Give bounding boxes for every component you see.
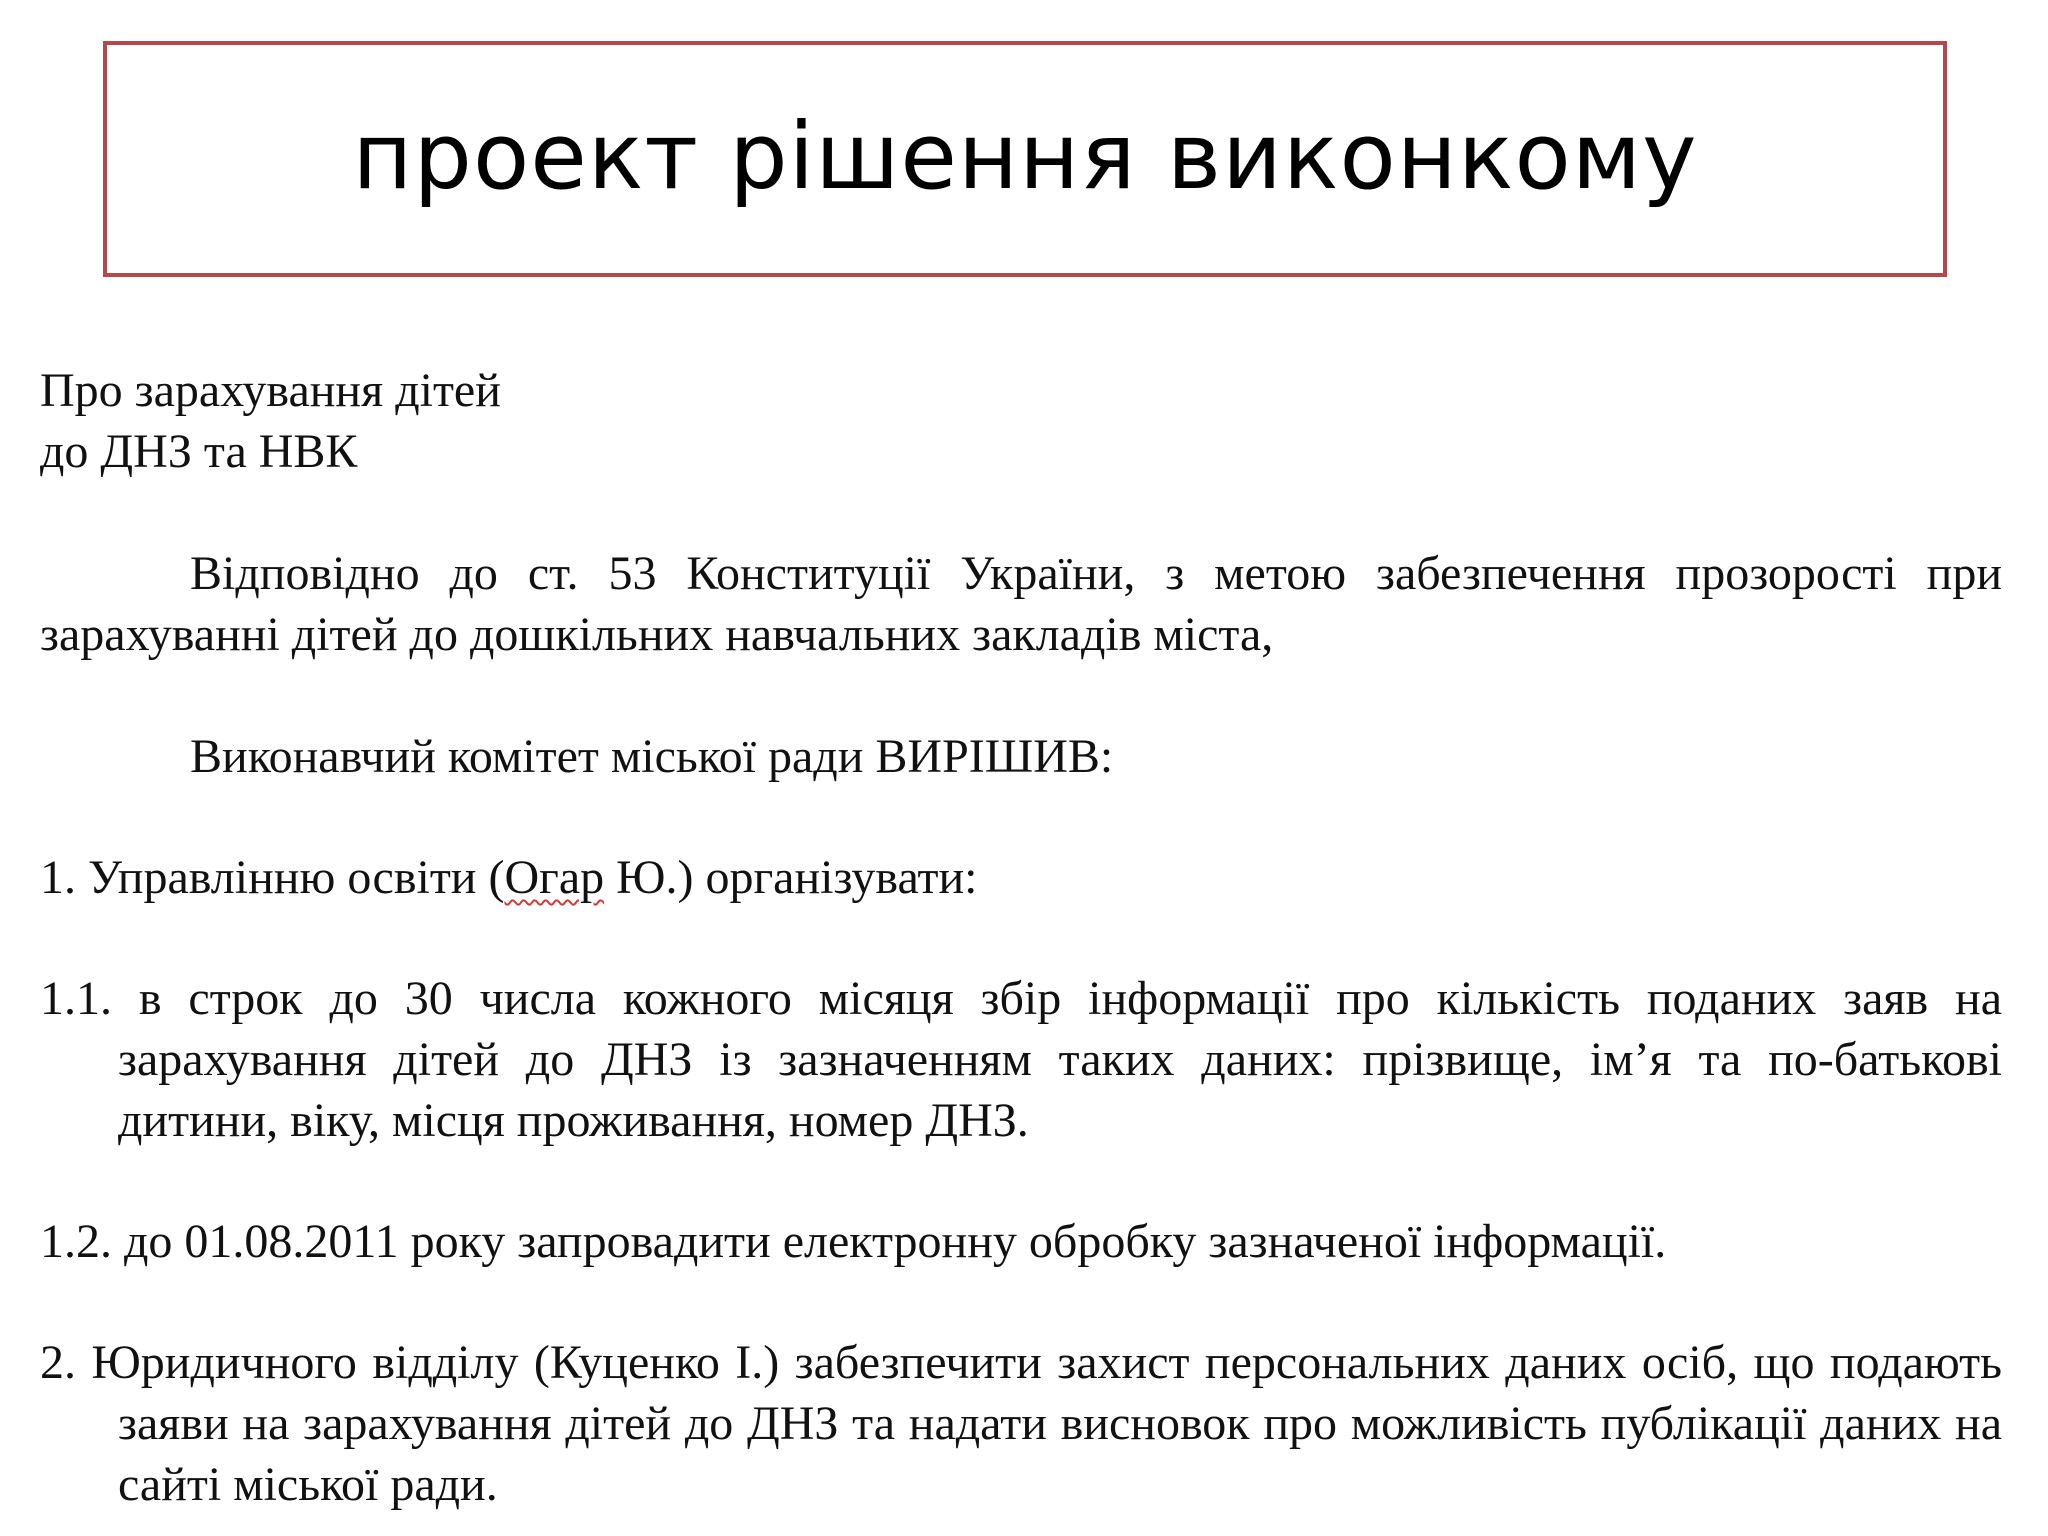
- subject-line-2: до ДНЗ та НВК: [40, 425, 358, 478]
- resolution-line: Виконавчий комітет міської ради ВИРІШИВ:: [190, 730, 1114, 783]
- item-1-1-text: в строк до 30 числа кожного місяця збір інформації про кількість поданих заяв на зарахування дітей до ДНЗ із зазначенням таких даних: прізвище, ім’я та по-батькові дитини, віку, місця проживання, номер ДНЗ.: [118, 972, 2002, 1147]
- item-2: [40, 1332, 2002, 1515]
- item-1-number: 1.: [40, 851, 76, 904]
- item-1-name: Огар: [504, 851, 605, 904]
- item-1-1-number: 1.1.: [40, 972, 112, 1025]
- item-2-text: Юридичного відділу (Куценко І.) забезпечити захист персональних даних осіб, що подають заяви на зарахування дітей до ДНЗ та надати висновок про можливість публікації даних на сайті міської ради.: [91, 1336, 2003, 1511]
- item-1-2-number: 1.2.: [40, 1215, 112, 1268]
- item-1: [40, 847, 2002, 908]
- document-body: [40, 360, 2002, 1515]
- item-2-number: 2.: [40, 1336, 76, 1389]
- item-1-text-before: Управлінню освіти (: [88, 851, 505, 904]
- document-subject: [40, 360, 2002, 482]
- title-box: [103, 41, 1947, 277]
- slide-title: проект рішення виконкому: [352, 102, 1698, 210]
- item-1-text-after: Ю.) організувати:: [604, 851, 978, 904]
- item-1-2-text: до 01.08.2011 року запровадити електронну обробку зазначеної інформації.: [124, 1215, 1667, 1268]
- subject-line-1: Про зарахування дітей: [40, 364, 501, 417]
- item-1-2: [40, 1211, 2002, 1272]
- preamble-paragraph: Відповідно до ст. 53 Конституції України, з метою забезпечення прозорості при зарахуванні дітей до дошкільних навчальних закладів міста,: [40, 547, 2002, 661]
- item-1-1: [40, 968, 2002, 1151]
